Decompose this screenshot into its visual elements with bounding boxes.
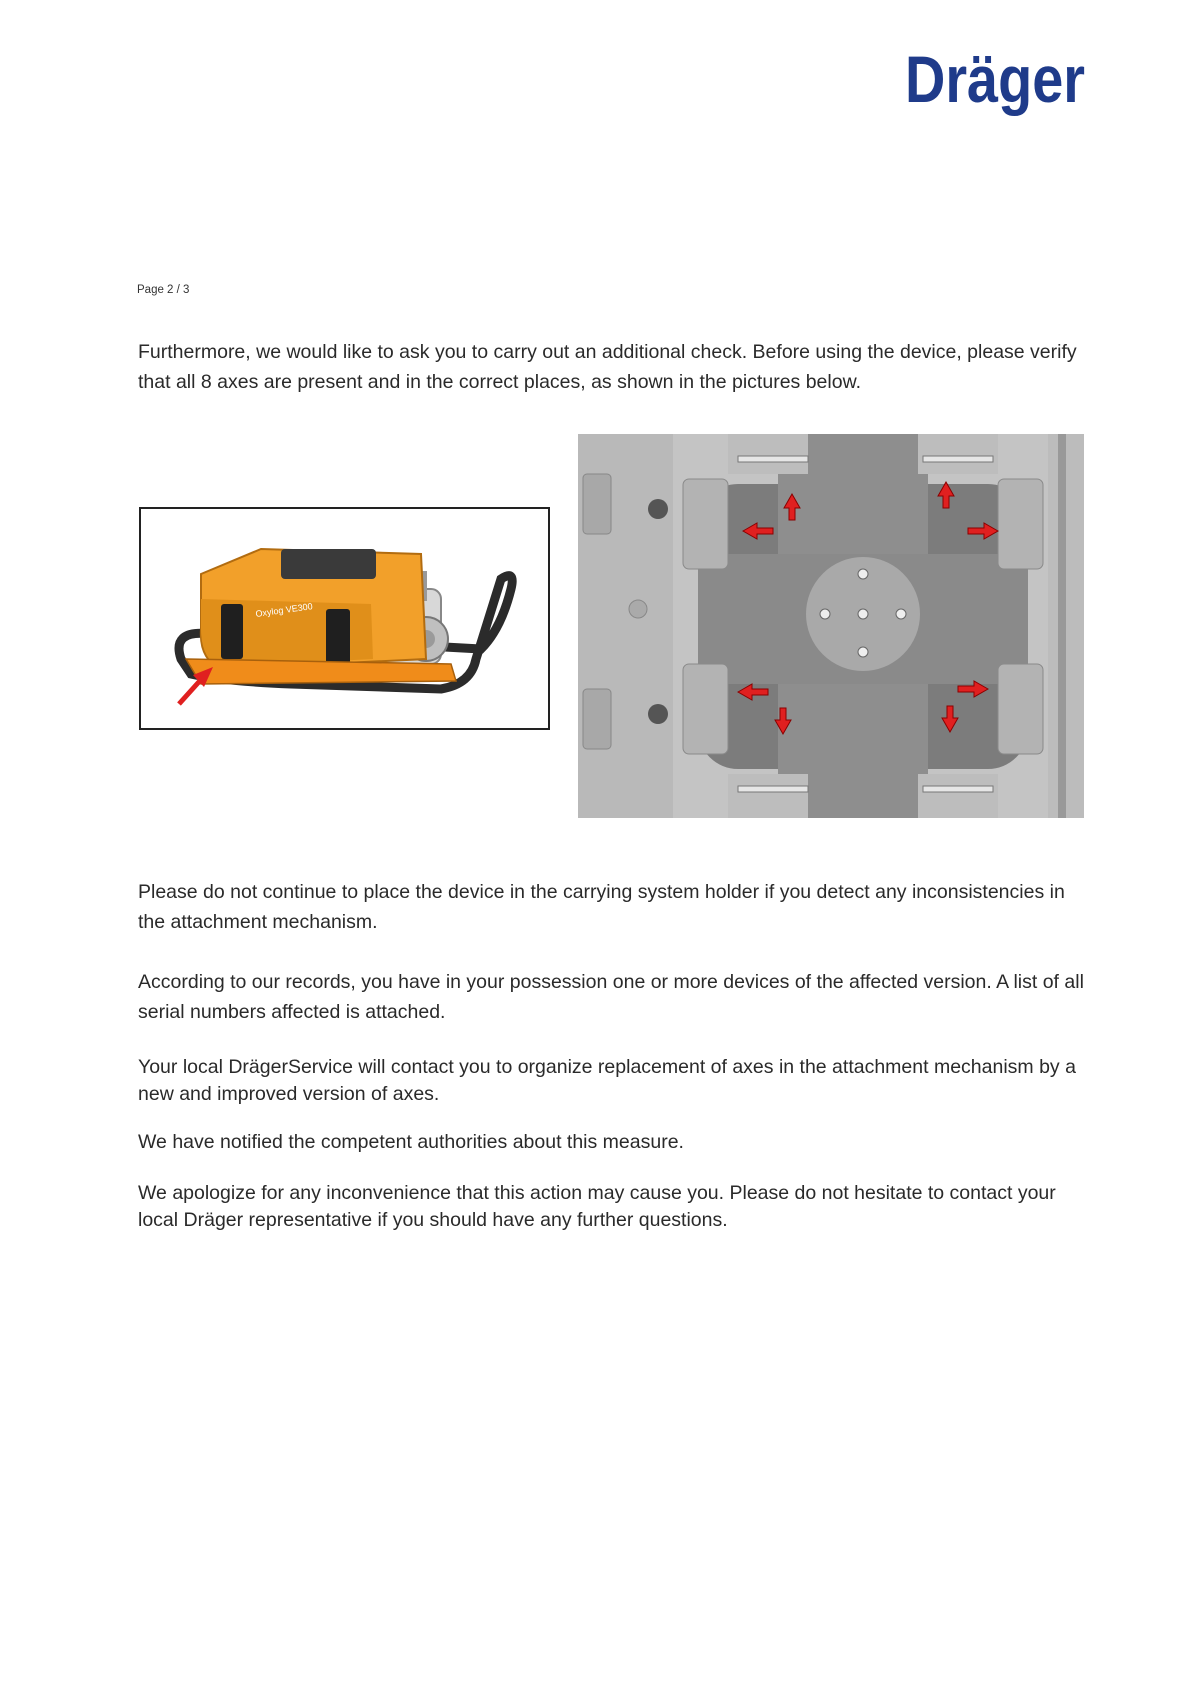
device-label: Oxylog VE300 <box>254 601 314 619</box>
device-photo <box>139 507 550 730</box>
attachment-mechanism-photo <box>578 434 1084 818</box>
authorities-paragraph: We have notified the competent authorities about this measure. <box>138 1131 684 1153</box>
drager-logo <box>905 38 1090 118</box>
service-paragraph: Your local DrägerService will contact you to organize replacement of axes in the attachment mechanism by a new and improved version of axes. <box>138 1056 1076 1105</box>
intro-paragraph: Furthermore, we would like to ask you to carry out an additional check. Before using the device, please verify that all 8 axes are present and in the correct places, as shown in the pictures below. <box>138 341 1077 393</box>
apology-paragraph: We apologize for any inconvenience that this action may cause you. Please do not hesitate to contact your local Dräger representative if you should have any further questions. <box>138 1182 1056 1231</box>
warning-paragraph: Please do not continue to place the device in the carrying system holder if you detect any inconsistencies in the attachment mechanism. <box>138 881 1065 933</box>
logo-text: Dräger <box>905 42 1085 116</box>
page-number: Page 2 / 3 <box>137 284 190 296</box>
records-paragraph: According to our records, you have in your possession one or more devices of the affected version. A list of all serial numbers affected is attached. <box>138 971 1084 1023</box>
